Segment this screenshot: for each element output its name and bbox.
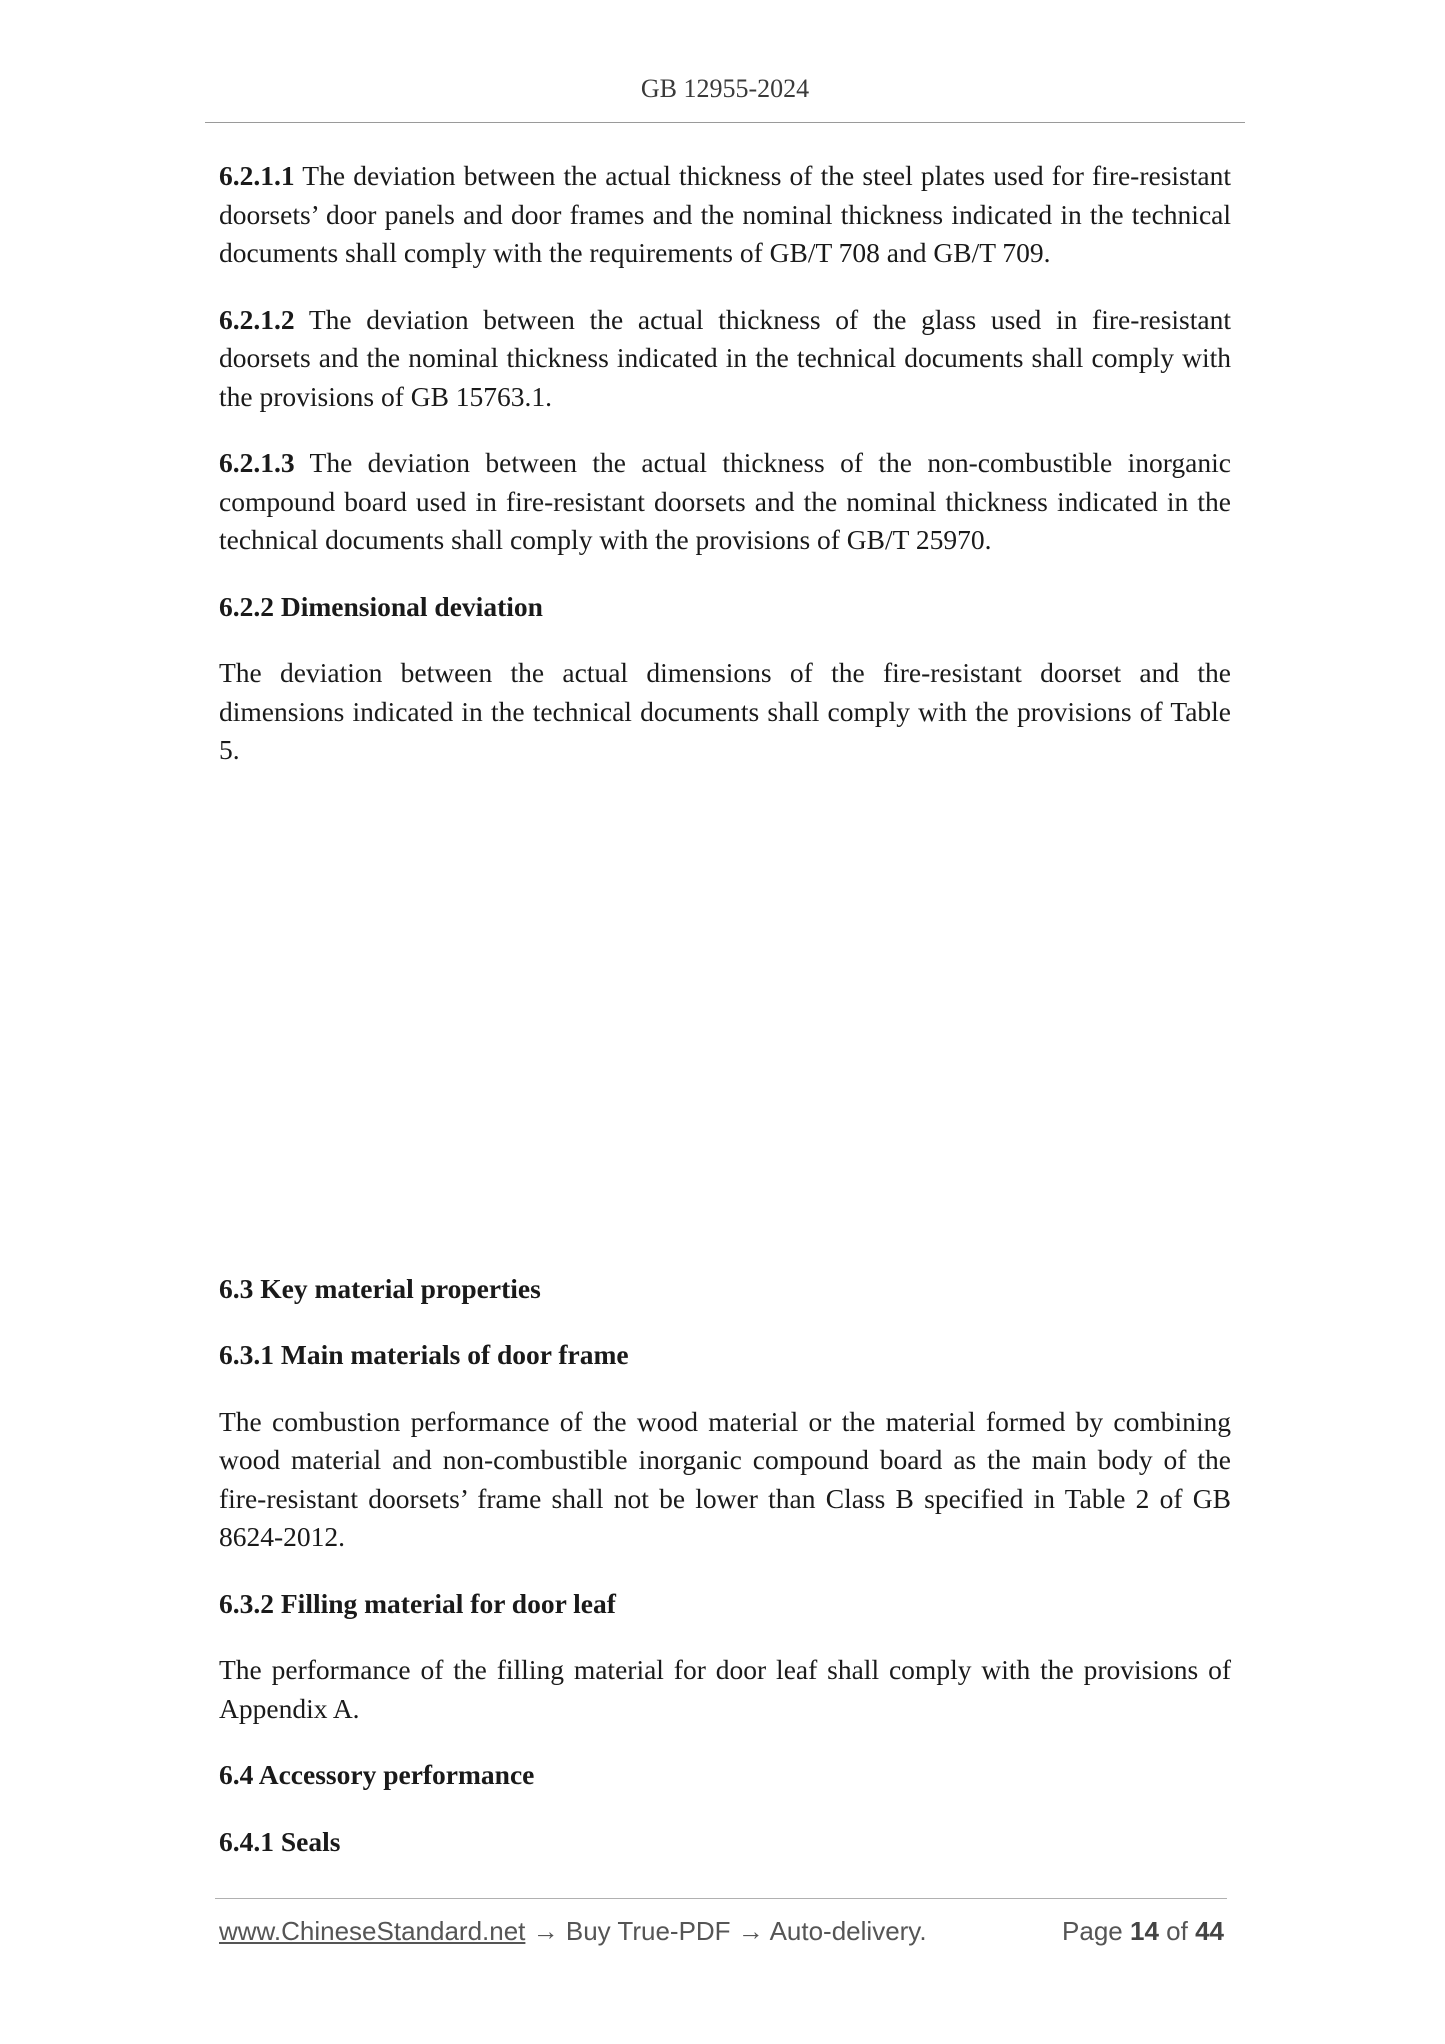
clause-6-2-1-2	[219, 301, 1231, 417]
page-header: GB 12955-2024	[640, 74, 810, 103]
clause-6-3-2-text: The performance of the filling material for door leaf shall comply with the provisions of Appendix A.	[219, 1654, 1231, 1724]
heading-6-3-2: 6.3.2 Filling material for door leaf	[219, 1587, 616, 1619]
header-divider	[205, 122, 1245, 123]
clause-6-3-1-text: The combustion performance of the wood material or the material formed by combining wood material and non-combustible inorganic compound board as the main body of the fire-resistant doorsets’ frame shall not be lower than Class B specified in Table 2 of GB 8624-2012.	[219, 1405, 1231, 1552]
blank-space	[219, 770, 1231, 1270]
heading-6-4-1: 6.4.1 Seals	[219, 1825, 341, 1857]
footer-divider	[215, 1898, 1227, 1899]
heading-6-3-1: 6.3.1 Main materials of door frame	[219, 1339, 629, 1370]
clause-number: 6.2.1.2	[219, 303, 295, 335]
of-label: of	[1166, 1916, 1188, 1946]
heading-6-3: 6.3 Key material properties	[219, 1272, 541, 1304]
clause-6-2-2-text: The deviation between the actual dimensions of the fire-resistant doorset and the dimensions indicated in the technical documents shall comply with the provisions of Table 5.	[219, 657, 1231, 765]
page-label: Page	[1062, 1916, 1123, 1946]
clause-text: The deviation between the actual thickness of the non-combustible inorganic compound board used in fire-resistant doorsets and the nominal thickness indicated in the technical documents shall comply with the provisions of GB/T 25970.	[219, 447, 1231, 555]
clause-6-2-1-1	[219, 157, 1231, 273]
website-link[interactable]: www.ChineseStandard.net	[219, 1916, 526, 1946]
heading-6-4: 6.4 Accessory performance	[219, 1759, 535, 1790]
page-indicator	[1062, 1916, 1224, 1947]
clause-number: 6.2.1.3	[219, 447, 295, 478]
clause-number: 6.2.1.1	[219, 160, 295, 191]
page-total: 44	[1195, 1916, 1224, 1946]
footer-promo-text: → Buy True-PDF → Auto-delivery.	[525, 1916, 927, 1946]
clause-6-2-1-3	[219, 444, 1231, 560]
page-current: 14	[1130, 1916, 1159, 1946]
clause-text: The deviation between the actual thickness of the steel plates used for fire-resistant doorsets’ door panels and door frames and the nominal thickness indicated in the technical documents shall comply with the requirements of GB/T 708 and GB/T 709.	[219, 160, 1231, 268]
footer-promo	[219, 1916, 927, 1947]
document-body	[219, 157, 1231, 1861]
heading-6-2-2: 6.2.2 Dimensional deviation	[219, 590, 543, 622]
page-footer	[219, 1916, 1224, 1947]
clause-text: The deviation between the actual thickness of the glass used in fire-resistant doorsets and the nominal thickness indicated in the technical documents shall comply with the provisions of GB 15763.1.	[219, 303, 1231, 412]
